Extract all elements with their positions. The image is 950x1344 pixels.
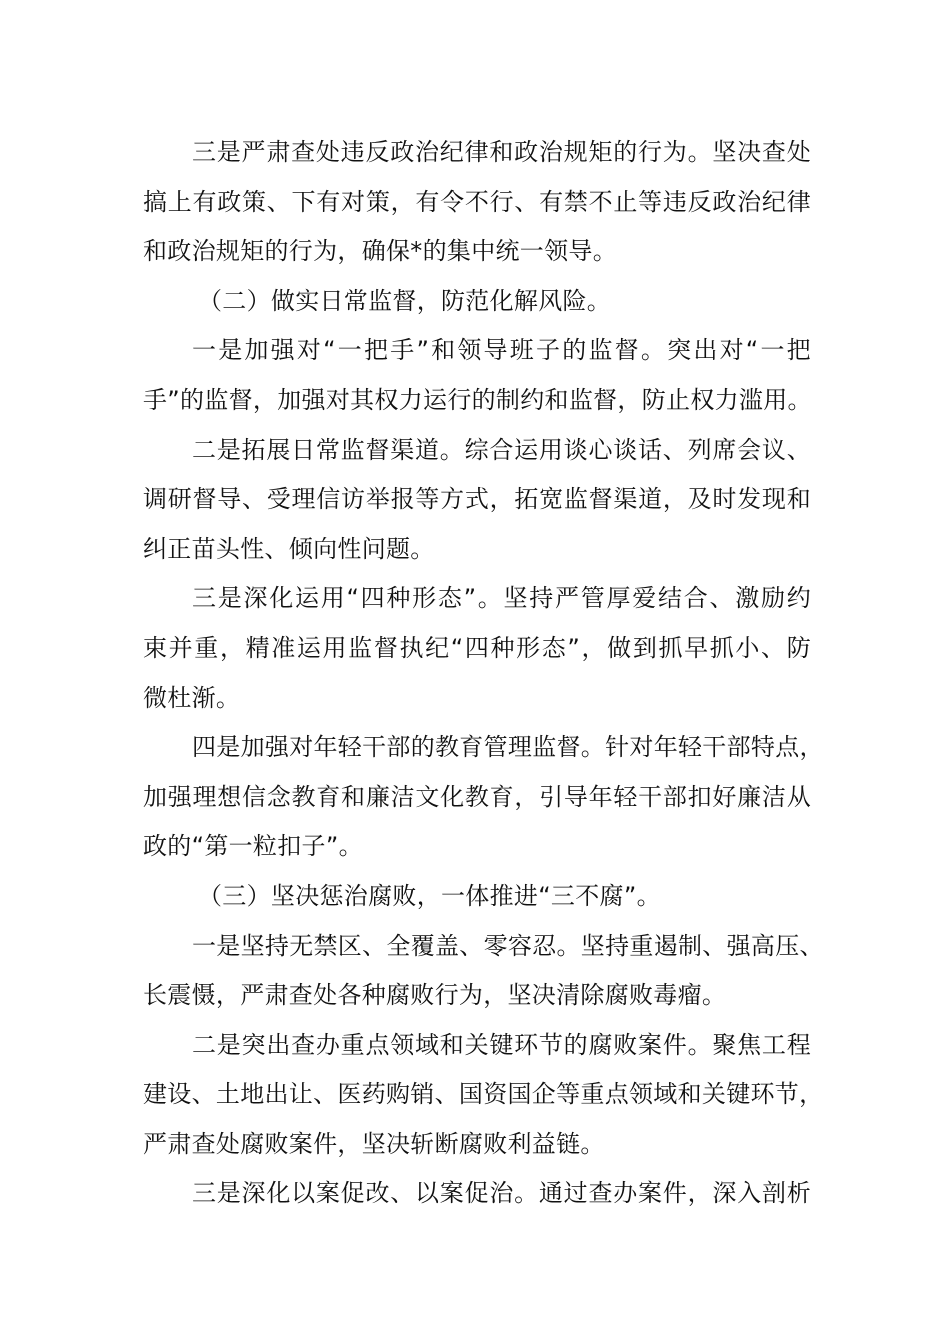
paragraph-line: 四是加强对年轻干部的教育管理监督。针对年轻干部特点， <box>192 733 824 762</box>
paragraph-line: 三是严肃查处违反政治纪律和政治规矩的行为。坚决查处 <box>192 138 811 166</box>
section-heading: （二）做实日常监督，防范化解风险。 <box>198 286 612 315</box>
paragraph-line: 手”的监督，加强对其权力运行的制约和监督，防止权力滥用。 <box>143 385 812 414</box>
paragraph-line: 严肃查处腐败案件，坚决斩断腐败利益链。 <box>143 1129 605 1158</box>
paragraph-line: 纠正苗头性、倾向性问题。 <box>143 534 435 563</box>
paragraph-line: 微杜渐。 <box>143 683 241 712</box>
section-heading: （三）坚决惩治腐败，一体推进“三不腐”。 <box>198 881 661 910</box>
paragraph-line: 一是坚持无禁区、全覆盖、零容忍。坚持重遏制、强高压、 <box>192 931 824 960</box>
paragraph-line: 和政治规矩的行为，确保*的集中统一领导。 <box>143 237 617 266</box>
paragraph-line: 三是深化以案促改、以案促治。通过查办案件，深入剖析 <box>192 1179 811 1208</box>
document-body <box>143 128 824 1219</box>
paragraph-line: 加强理想信念教育和廉洁文化教育，引导年轻干部扣好廉洁从 <box>143 782 811 811</box>
paragraph-line: 束并重，精准运用监督执纪“四种形态”，做到抓早抓小、防 <box>143 633 811 662</box>
paragraph-line: 一是加强对“一把手”和领导班子的监督。突出对“一把 <box>192 336 811 365</box>
paragraph-line: 政的“第一粒扣子”。 <box>143 832 363 861</box>
paragraph-line: 调研督导、受理信访举报等方式，拓宽监督渠道，及时发现和 <box>143 485 811 514</box>
paragraph-line: 建设、土地出让、医药购销、国资国企等重点领域和关键环节， <box>143 1080 824 1109</box>
paragraph-line: 二是拓展日常监督渠道。综合运用谈心谈话、列席会议、 <box>192 435 811 464</box>
paragraph-line: 三是深化运用“四种形态”。坚持严管厚爱结合、激励约 <box>192 584 811 613</box>
paragraph-line: 搞上有政策、下有对策，有令不行、有禁不止等违反政治纪律 <box>143 187 811 216</box>
paragraph-line: 二是突出查办重点领域和关键环节的腐败案件。聚焦工程 <box>192 1030 811 1059</box>
paragraph-line: 长震慑，严肃查处各种腐败行为，坚决清除腐败毒瘤。 <box>143 981 727 1010</box>
